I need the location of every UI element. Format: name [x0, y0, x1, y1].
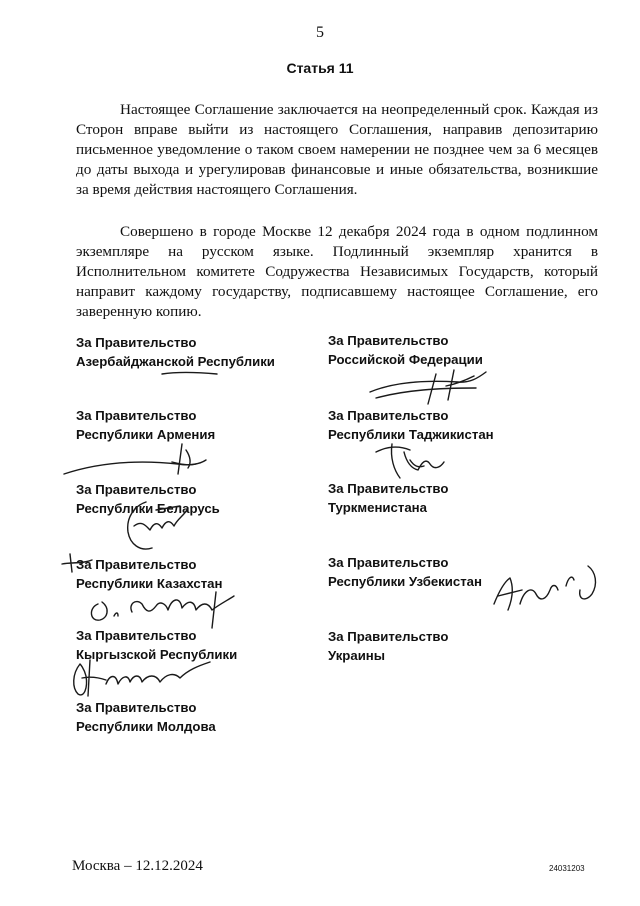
- signatory-line2: Республики Узбекистан: [328, 574, 482, 589]
- signature-tajikistan: [370, 438, 460, 482]
- signatory-line2: Республики Таджикистан: [328, 427, 494, 442]
- signatory-line2: Республики Молдова: [76, 719, 216, 734]
- article-paragraph-term: Настоящее Соглашение заключается на неопределенный срок. Каждая из Сторон вправе выйти из настоящего Соглашения, направив депозитарию письменное уведомление о таком своем намерении не позднее чем за 6 месяцев до даты выхода и урегулировав финансовые и иные обязательства, возникшие за время действия настоящего Соглашения.: [76, 101, 598, 198]
- signatory-uzbekistan: [328, 553, 482, 591]
- signatory-line2: Туркменистана: [328, 500, 427, 515]
- signatory-line1: За Правительство: [76, 628, 197, 643]
- signatory-russia: [328, 331, 483, 369]
- page-number: 5: [316, 24, 324, 41]
- signatory-line1: За Правительство: [76, 557, 197, 572]
- signatory-line1: За Правительство: [76, 482, 197, 497]
- signature-belarus: [116, 496, 196, 560]
- signature-azerbaijan: [160, 366, 220, 380]
- signatory-line2: Украины: [328, 648, 386, 663]
- signatory-line1: За Правительство: [328, 333, 449, 348]
- signatory-ukraine: [328, 627, 448, 665]
- signature-russia: [366, 366, 496, 406]
- article-title: Статья 11: [286, 60, 354, 76]
- signatory-line2: Кыргызской Республики: [76, 647, 238, 662]
- article-paragraph-done: Совершено в городе Москве 12 декабря 2024 года в одном подлинном экземпляре на русском языке. Подлинный экземпляр хранится в Исполнительном комитете Содружества Независимых Государств, который направит каждому государству, подписавшему настоящее Соглашение, его заверенную копию.: [76, 223, 598, 320]
- signature-uzbekistan: [488, 560, 606, 620]
- signature-kazakhstan-mark: [58, 552, 110, 576]
- signatory-line2: Республики Беларусь: [76, 501, 220, 516]
- signatory-line2: Республики Армения: [76, 427, 216, 442]
- footer-document-code: 24031203: [549, 864, 585, 873]
- signature-kyrgyzstan: [66, 654, 216, 702]
- signatory-line1: За Правительство: [328, 481, 449, 496]
- signatory-line1: За Правительство: [328, 408, 449, 423]
- signatory-line1: За Правительство: [76, 408, 197, 423]
- signatory-turkmenistan: [328, 479, 448, 517]
- signature-kazakhstan: [84, 586, 244, 634]
- signatory-line1: За Правительство: [328, 555, 449, 570]
- footer-place-date: Москва – 12.12.2024: [72, 858, 203, 874]
- signatory-line1: За Правительство: [328, 629, 449, 644]
- signatory-moldova: [76, 698, 216, 736]
- signatory-armenia: [76, 406, 215, 444]
- signatory-line2: Республики Казахстан: [76, 576, 223, 591]
- signature-armenia: [60, 440, 210, 480]
- signatory-line1: За Правительство: [76, 700, 197, 715]
- signatory-line1: За Правительство: [76, 335, 197, 350]
- signatory-line2: Российской Федерации: [328, 352, 483, 367]
- signatory-line2: Азербайджанской Республики: [76, 354, 275, 369]
